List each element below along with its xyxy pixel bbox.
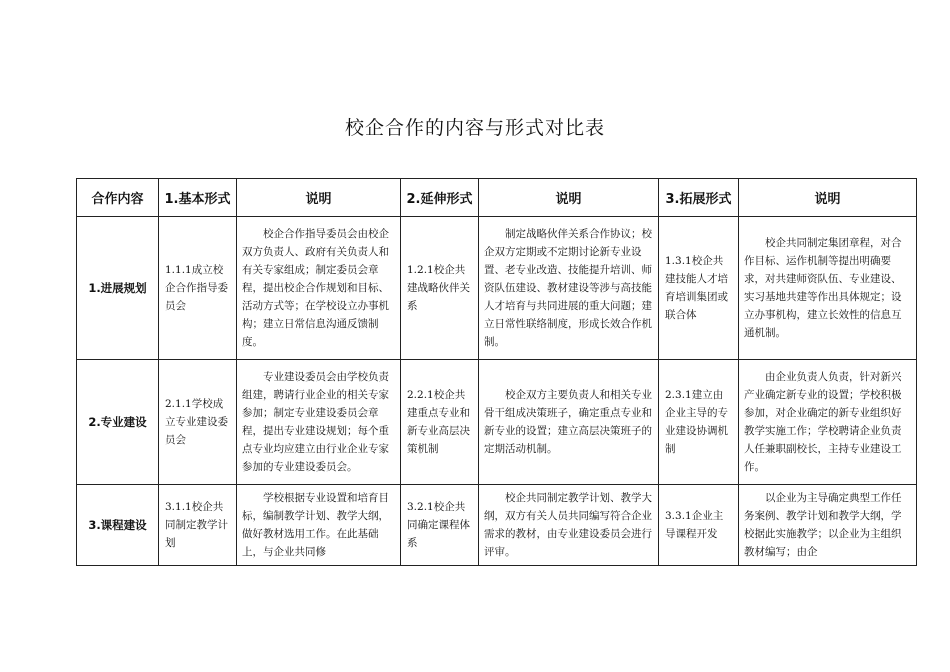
extended-form-cell: 1.2.1校企共建战略伙伴关系 — [401, 217, 479, 360]
table-row — [77, 217, 917, 360]
description-cell: 以企业为主导确定典型工作任务案例、教学计划和教学大纲，学校据此实施教学；以企业为主组织教材编写；由企 — [739, 485, 917, 566]
description-cell: 制定战略伙伴关系合作协议；校企双方定期或不定期讨论新专业设置、老专业改造、技能提升培训、师资队伍建设、教材建设等涉与高技能人才培育与共同进展的重大问题；建立日常性联络制度，形成长效合作机制。 — [479, 217, 659, 360]
description-cell: 校企合作指导委员会由校企双方负责人、政府有关负责人和有关专家组成；制定委员会章程，提出校企合作规划和目标、活动方式等；在学校设立办事机构；建立日常信息沟通反馈制度。 — [237, 217, 401, 360]
expanded-form-cell: 3.3.1企业主导课程开发 — [659, 485, 739, 566]
extended-form-cell: 3.2.1校企共同确定课程体系 — [401, 485, 479, 566]
header-cell: 说明 — [739, 179, 917, 217]
header-cell: 合作内容 — [77, 179, 159, 217]
header-row — [77, 179, 917, 217]
description-cell: 由企业负责人负责，针对新兴产业确定新专业的设置；学校积极参加，对企业确定的新专业组织好教学实施工作；学校聘请企业负责人任兼职副校长，主持专业建设工作。 — [739, 360, 917, 485]
comparison-table — [76, 178, 917, 566]
category-cell: 2.专业建设 — [77, 360, 159, 485]
header-cell: 说明 — [479, 179, 659, 217]
basic-form-cell: 1.1.1成立校企合作指导委员会 — [159, 217, 237, 360]
document-title: 校企合作的内容与形式对比表 — [344, 117, 605, 139]
basic-form-cell: 3.1.1校企共同制定教学计划 — [159, 485, 237, 566]
table-row — [77, 360, 917, 485]
header-cell: 3.拓展形式 — [659, 179, 739, 217]
description-cell: 校企双方主要负责人和相关专业骨干组成决策班子，确定重点专业和新专业的设置；建立高层决策班子的定期活动机制。 — [479, 360, 659, 485]
expanded-form-cell: 1.3.1校企共建技能人才培育培训集团或联合体 — [659, 217, 739, 360]
category-cell: 1.进展规划 — [77, 217, 159, 360]
header-cell: 2.延伸形式 — [401, 179, 479, 217]
basic-form-cell: 2.1.1学校成立专业建设委员会 — [159, 360, 237, 485]
description-cell: 校企共同制定教学计划、教学大纲，双方有关人员共同编写符合企业需求的教材，由专业建设委员会进行评审。 — [479, 485, 659, 566]
header-cell: 1.基本形式 — [159, 179, 237, 217]
description-cell: 学校根据专业设置和培育目标，编制教学计划、教学大纲，做好教材选用工作。在此基础上，与企业共同修 — [237, 485, 401, 566]
header-cell: 说明 — [237, 179, 401, 217]
category-cell: 3.课程建设 — [77, 485, 159, 566]
description-cell: 校企共同制定集团章程，对合作目标、运作机制等提出明确要求，对共建师资队伍、专业建设、实习基地共建等作出具体规定；设立办事机构，建立长效性的信息互通机制。 — [739, 217, 917, 360]
extended-form-cell: 2.2.1校企共建重点专业和新专业高层决策机制 — [401, 360, 479, 485]
expanded-form-cell: 2.3.1建立由企业主导的专业建设协调机制 — [659, 360, 739, 485]
table-row — [77, 485, 917, 566]
description-cell: 专业建设委员会由学校负责组建，聘请行业企业的相关专家参加；制定专业建设委员会章程，提出专业建设规划；每个重点专业均应建立由行业企业专家参加的专业建设委员会。 — [237, 360, 401, 485]
